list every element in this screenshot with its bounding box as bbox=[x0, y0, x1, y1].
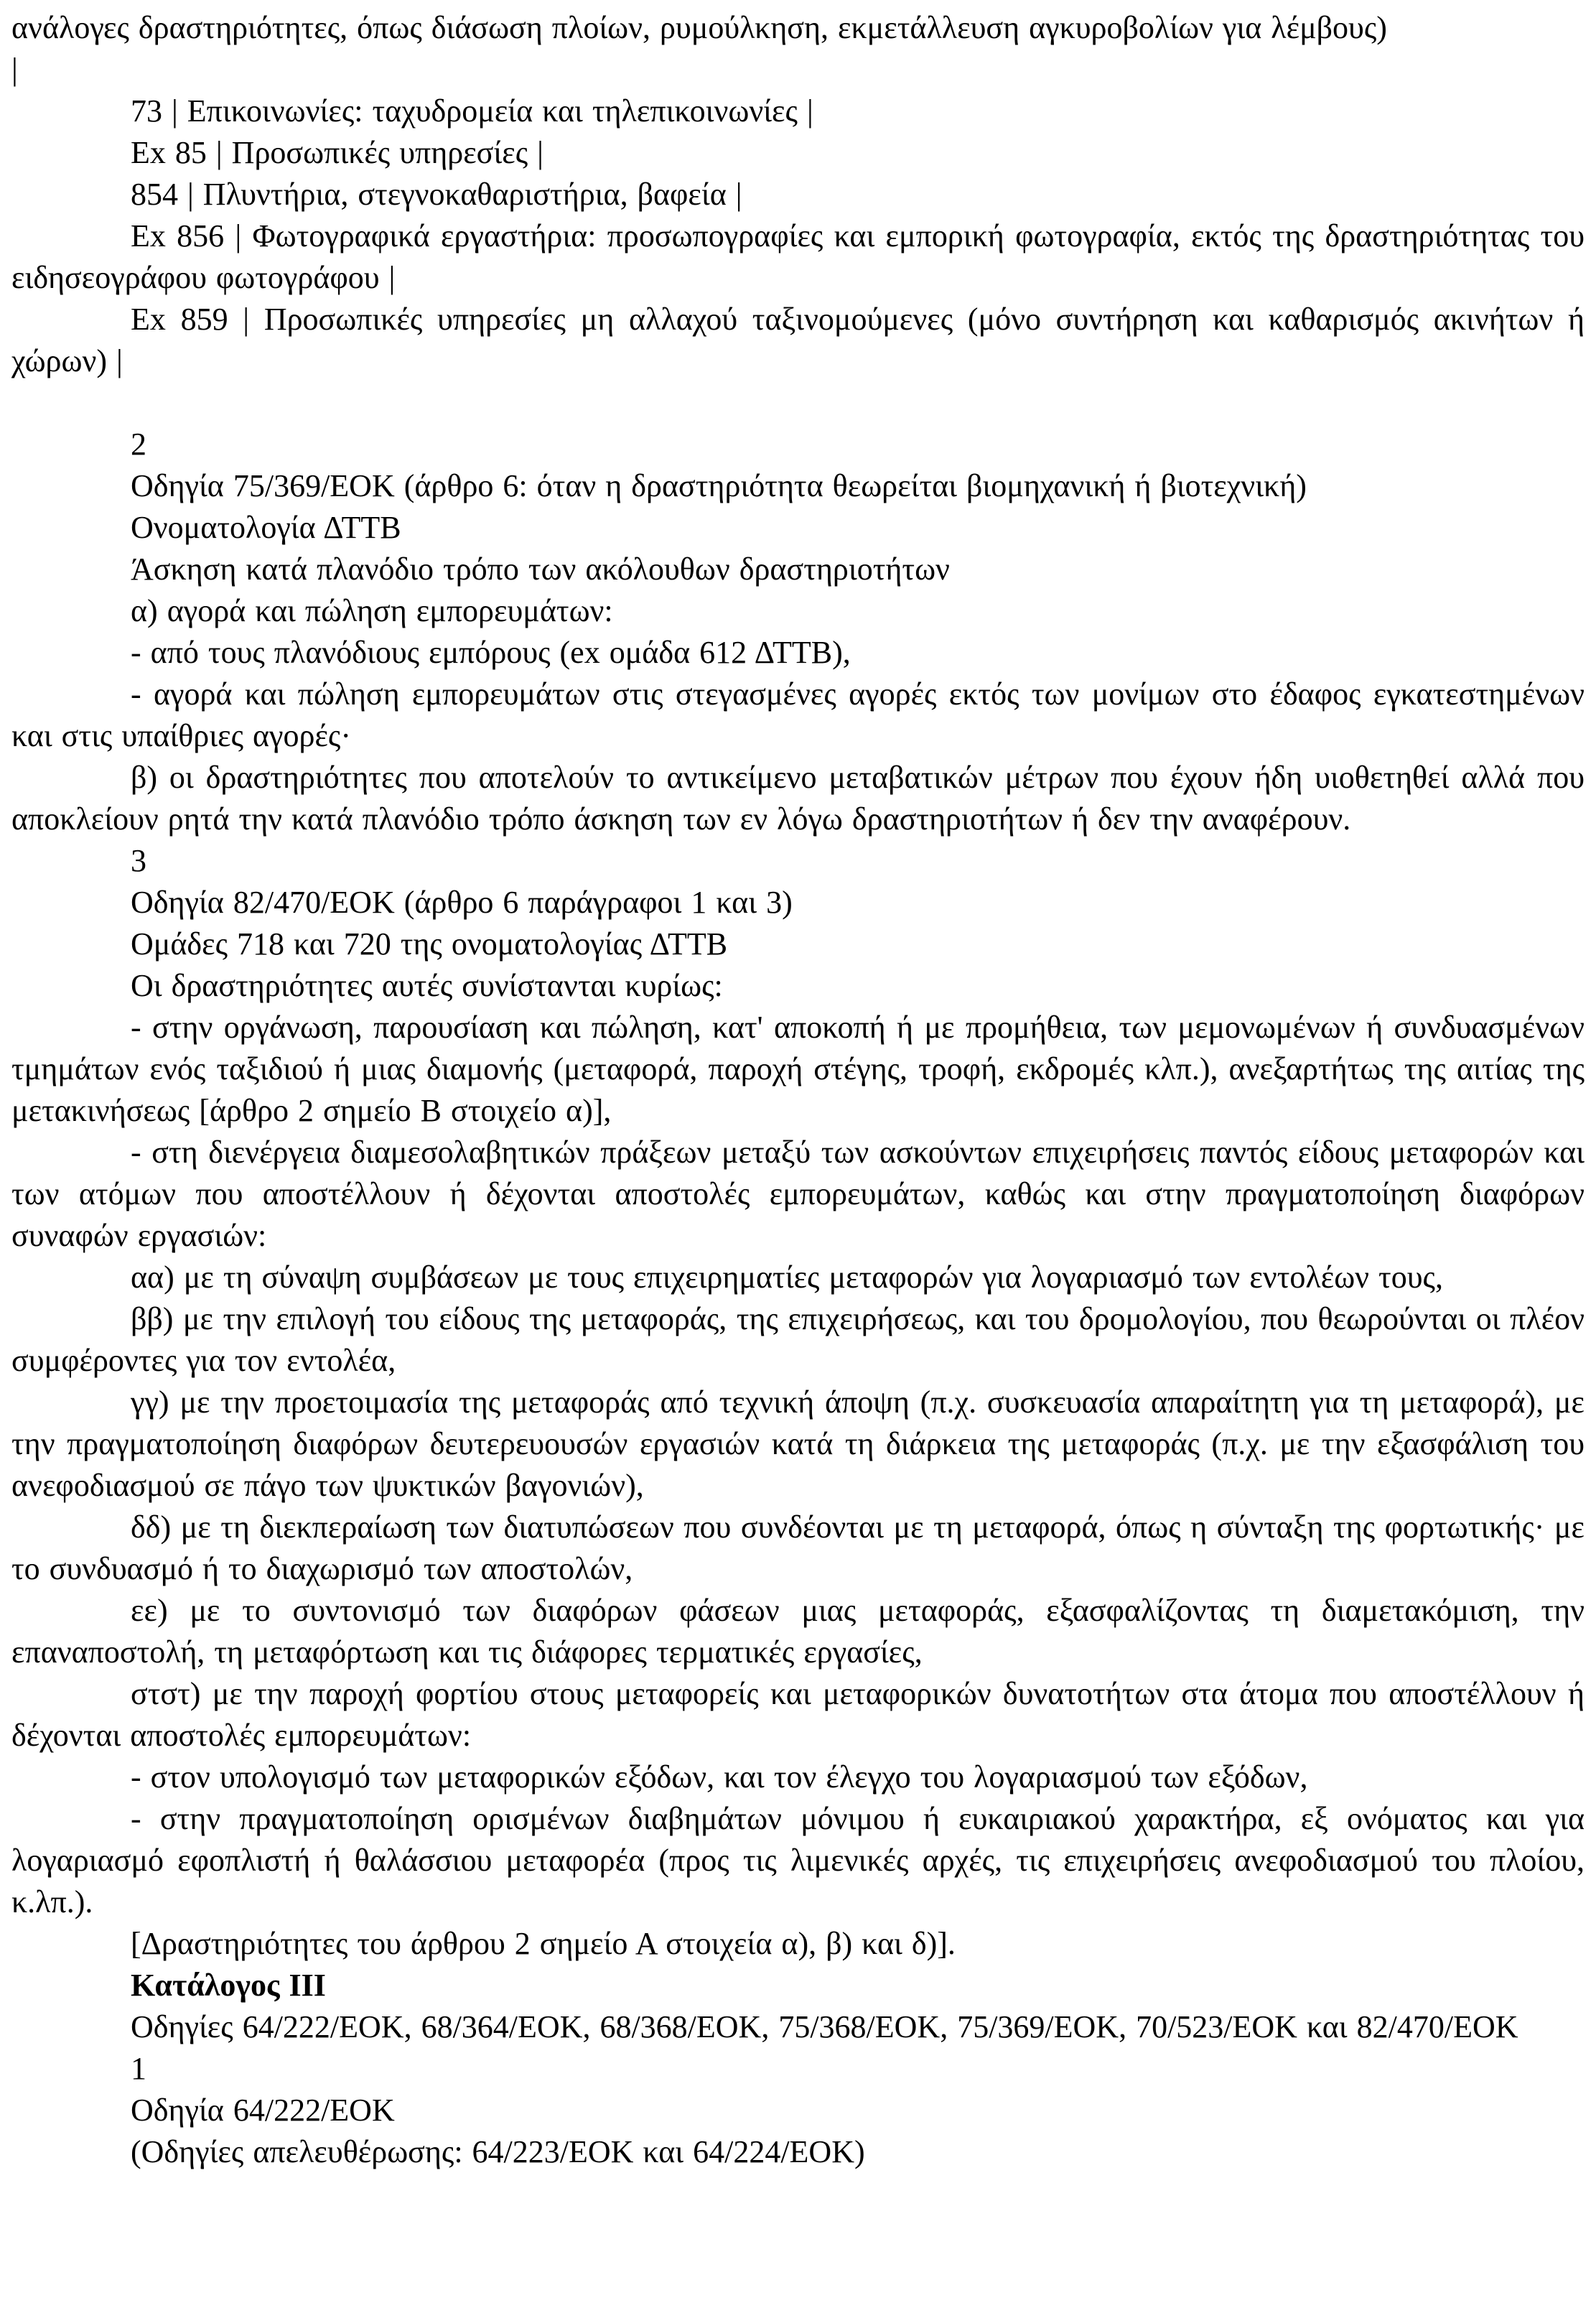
paragraph: εε) με το συντονισμό των διαφόρων φάσεων μιας μεταφοράς, εξασφαλίζοντας τη διαμετακόμιση, την επαναποστολή, τη μεταφόρτωση και τις διάφορες τερματικές εργασίες, bbox=[11, 1593, 1585, 1670]
paragraph: (Οδηγίες απελευθέρωσης: 64/223/ΕΟΚ και 64/224/ΕΟΚ) bbox=[131, 2134, 865, 2169]
paragraph: δδ) με τη διεκπεραίωση των διατυπώσεων που συνδέονται με τη μεταφορά, όπως η σύνταξη της φορτωτικής· με το συνδυασμό ή το διαχωρισμό των αποστολών, bbox=[11, 1509, 1585, 1586]
paragraph: 3 bbox=[131, 843, 146, 878]
paragraph: Άσκηση κατά πλανόδιο τρόπο των ακόλουθων δραστηριοτήτων bbox=[131, 552, 950, 587]
paragraph: 854 | Πλυντήρια, στεγνοκαθαριστήρια, βαφεία | bbox=[131, 177, 742, 212]
paragraph: Ονοματολογία ΔΤΤΒ bbox=[131, 510, 401, 545]
paragraph: - στην οργάνωση, παρουσίαση και πώληση, κατ' αποκοπή ή με προμήθεια, των μεμονωμένων ή συνδυασμένων τμημάτων ενός ταξιδιού ή μιας διαμονής (μεταφορά, παροχή στέγης, τροφή, εκδρομές κλπ.), ανεξαρτήτως της αιτίας της μετακινήσεως [άρθρο 2 σημείο Β στοιχείο α)], bbox=[11, 1010, 1585, 1128]
paragraph: Κατάλογος III bbox=[131, 1968, 326, 2003]
paragraph: - αγορά και πώληση εμπορευμάτων στις στεγασμένες αγορές εκτός των μονίμων στο έδαφος εγκατεστημένων και στις υπαίθριες αγορές· bbox=[11, 676, 1585, 753]
paragraph: - από τους πλανόδιους εμπόρους (ex ομάδα 612 ΔΤΤΒ), bbox=[131, 635, 851, 670]
paragraph: | bbox=[11, 52, 18, 87]
paragraph: Ex 859 | Προσωπικές υπηρεσίες μη αλλαχού ταξινομούμενες (μόνο συντήρηση και καθαρισμός ακινήτων ή χώρων) | bbox=[11, 302, 1585, 378]
paragraph: 73 | Επικοινωνίες: ταχυδρομεία και τηλεπικοινωνίες | bbox=[131, 93, 813, 129]
document-content bbox=[11, 7, 1585, 2173]
paragraph: 2 bbox=[131, 427, 146, 462]
paragraph: Οδηγίες 64/222/ΕΟΚ, 68/364/ΕΟΚ, 68/368/ΕΟΚ, 75/368/ΕΟΚ, 75/369/ΕΟΚ, 70/523/ΕΟΚ και 82/470/ΕΟΚ bbox=[131, 2009, 1518, 2044]
paragraph: στστ) με την παροχή φορτίου στους μεταφορείς και μεταφορικών δυνατοτήτων στα άτομα που αποστέλλουν ή δέχονται αποστολές εμπορευμάτων: bbox=[11, 1676, 1585, 1753]
paragraph: ανάλογες δραστηριότητες, όπως διάσωση πλοίων, ρυμούλκηση, εκμετάλλευση αγκυροβολίων για λέμβους) bbox=[11, 10, 1387, 45]
paragraph: Οδηγία 82/470/ΕΟΚ (άρθρο 6 παράγραφοι 1 και 3) bbox=[131, 885, 793, 920]
paragraph: - στον υπολογισμό των μεταφορικών εξόδων, και τον έλεγχο του λογαριασμού των εξόδων, bbox=[131, 1759, 1308, 1795]
paragraph: [Δραστηριότητες του άρθρου 2 σημείο Α στοιχεία α), β) και δ)]. bbox=[131, 1926, 956, 1961]
paragraph: 1 bbox=[131, 2051, 146, 2086]
paragraph: ββ) με την επιλογή του είδους της μεταφοράς, της επιχειρήσεως, και του δρομολογίου, που θεωρούνται οι πλέον συμφέροντες για τον εντολέα, bbox=[11, 1301, 1585, 1378]
paragraph: Ex 856 | Φωτογραφικά εργαστήρια: προσωπογραφίες και εμπορική φωτογραφία, εκτός της δραστηριότητας του ειδησεογράφου φωτογράφου | bbox=[11, 218, 1585, 295]
paragraph: α) αγορά και πώληση εμπορευμάτων: bbox=[131, 593, 613, 628]
paragraph: Ex 85 | Προσωπικές υπηρεσίες | bbox=[131, 135, 543, 170]
paragraph: Ομάδες 718 και 720 της ονοματολογίας ΔΤΤΒ bbox=[131, 926, 728, 962]
paragraph: β) οι δραστηριότητες που αποτελούν το αντικείμενο μεταβατικών μέτρων που έχουν ήδη υιοθετηθεί αλλά που αποκλείουν ρητά την κατά πλανόδιο τρόπο άσκηση των εν λόγω δραστηριοτήτων ή δεν την αναφέρουν. bbox=[11, 760, 1585, 837]
paragraph: - στη διενέργεια διαμεσολαβητικών πράξεων μεταξύ των ασκούντων επιχειρήσεις παντός είδους μεταφορών και των ατόμων που αποστέλλουν ή δέχονται αποστολές εμπορευμάτων, καθώς και στην πραγματοποίηση διαφόρων συναφών εργασιών: bbox=[11, 1135, 1585, 1253]
paragraph: αα) με τη σύναψη συμβάσεων με τους επιχειρηματίες μεταφορών για λογαριασμό των εντολέων τους, bbox=[131, 1260, 1443, 1295]
paragraph: - στην πραγματοποίηση ορισμένων διαβημάτων μόνιμου ή ευκαιριακού χαρακτήρα, εξ ονόματος και για λογαριασμό εφοπλιστή ή θαλάσσιου μεταφορέα (προς τις λιμενικές αρχές, τις επιχειρήσεις ανεφοδιασμού του πλοίου, κ.λπ.). bbox=[11, 1801, 1585, 1919]
paragraph: Οδηγία 75/369/ΕΟΚ (άρθρο 6: όταν η δραστηριότητα θεωρείται βιομηχανική ή βιοτεχνική) bbox=[131, 468, 1307, 503]
paragraph: Οδηγία 64/222/ΕΟΚ bbox=[131, 2093, 395, 2128]
paragraph: γγ) με την προετοιμασία της μεταφοράς από τεχνική άποψη (π.χ. συσκευασία απαραίτητη για τη μεταφορά), με την πραγματοποίηση διαφόρων δευτερευουσών εργασιών κατά τη διάρκεια της μεταφοράς (π.χ. με την εξασφάλιση του ανεφοδιασμού σε πάγο των ψυκτικών βαγονιών), bbox=[11, 1384, 1585, 1503]
paragraph: Οι δραστηριότητες αυτές συνίστανται κυρίως: bbox=[131, 968, 723, 1003]
